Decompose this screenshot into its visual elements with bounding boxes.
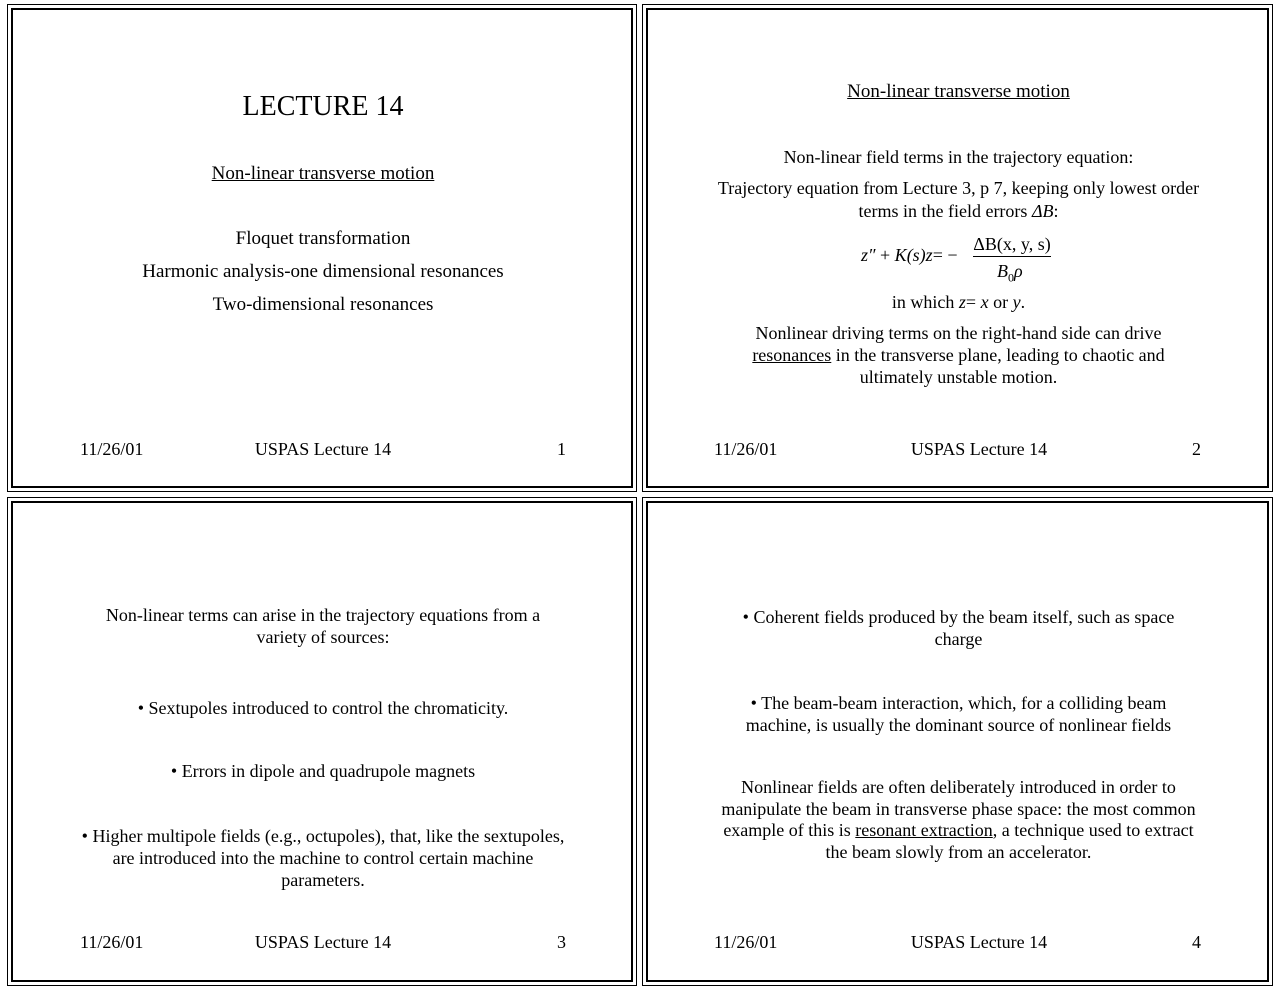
paragraph-line: ultimately unstable motion. (859, 367, 1058, 387)
equation-numerator: ΔB(x, y, s) (973, 234, 1051, 254)
topic-item: Floquet transformation (235, 228, 411, 249)
paragraph-line: resonances in the transverse plane, leading to chaotic and (752, 345, 1165, 365)
slide-3 (7, 497, 637, 986)
topic-item: Harmonic analysis-one dimensional resonances (142, 261, 504, 282)
footer-label: USPAS Lecture 14 (254, 439, 392, 459)
paragraph-line: manipulate the beam in transverse phase space: the most common (721, 799, 1196, 819)
paragraph-line: the beam slowly from an accelerator. (825, 842, 1092, 862)
intro-line: Non-linear terms can arise in the trajectory equations from a (105, 605, 541, 625)
lecture-title: LECTURE 14 (242, 91, 404, 122)
resonances-link[interactable]: resonances (752, 345, 832, 365)
resonant-extraction-link[interactable]: resonant extraction (855, 820, 993, 840)
footer-label: USPAS Lecture 14 (254, 932, 392, 952)
footer-label: USPAS Lecture 14 (910, 932, 1048, 952)
paragraph-line: example of this is resonant extraction, a technique used to extract (723, 820, 1194, 840)
bullet-item: • Sextupoles introduced to control the chromaticity. (137, 698, 509, 718)
slide-2 (642, 4, 1273, 492)
delta-b-symbol: ΔB (1031, 201, 1054, 221)
bullet-dot: • (750, 693, 757, 713)
footer-page-number: 1 (557, 439, 566, 459)
bullet-continuation: machine, is usually the dominant source of nonlinear fields (745, 715, 1172, 735)
equation-lhs: z″ + K(s)z= − (861, 245, 958, 265)
footer-date: 11/26/01 (80, 439, 144, 459)
in-which-line: in which z= x or y. (891, 292, 1026, 312)
intro-line: variety of sources: (256, 627, 390, 647)
paragraph-line: Nonlinear fields are often deliberately introduced in order to (741, 777, 1176, 797)
text-line: Trajectory equation from Lecture 3, p 7, keeping only lowest order (717, 178, 1200, 198)
footer-label: USPAS Lecture 14 (910, 439, 1048, 459)
equation-denominator: $B_0\rho$ (997, 261, 1023, 285)
footer-page-number: 4 (1192, 932, 1201, 952)
footer-page-number: 2 (1192, 439, 1201, 459)
bullet-item: • Coherent fields produced by the beam itself, such as space (742, 607, 1175, 627)
topic-item: Two-dimensional resonances (212, 294, 434, 315)
footer-page-number: 3 (557, 932, 566, 952)
bullet-item: • Higher multipole fields (e.g., octupoles), that, like the sextupoles, (81, 826, 565, 846)
text-line: terms in the field errors ΔB: (858, 201, 1059, 221)
bullet-dot: • (81, 826, 88, 846)
bullet-continuation: charge (934, 629, 983, 649)
bullet-item: • The beam-beam interaction, which, for a colliding beam (750, 693, 1167, 713)
bullet-dot: • (742, 607, 749, 627)
lecture-subtitle: Non-linear transverse motion (211, 163, 435, 184)
footer-date: 11/26/01 (714, 439, 778, 459)
bullet-dot: • (170, 761, 178, 781)
slide-1 (7, 4, 637, 492)
bullet-item: • Errors in dipole and quadrupole magnets (170, 761, 476, 781)
slide-title: Non-linear transverse motion (847, 81, 1070, 102)
fraction-bar (973, 256, 1051, 257)
intro-line: Non-linear field terms in the trajectory equation: (783, 147, 1134, 167)
bullet-dot: • (137, 698, 145, 718)
paragraph-line: Nonlinear driving terms on the right-hand side can drive (755, 323, 1162, 343)
bullet-continuation: are introduced into the machine to control certain machine (112, 848, 534, 868)
slide-4 (642, 497, 1273, 986)
bullet-continuation: parameters. (281, 870, 365, 890)
footer-date: 11/26/01 (714, 932, 778, 952)
footer-date: 11/26/01 (80, 932, 144, 952)
